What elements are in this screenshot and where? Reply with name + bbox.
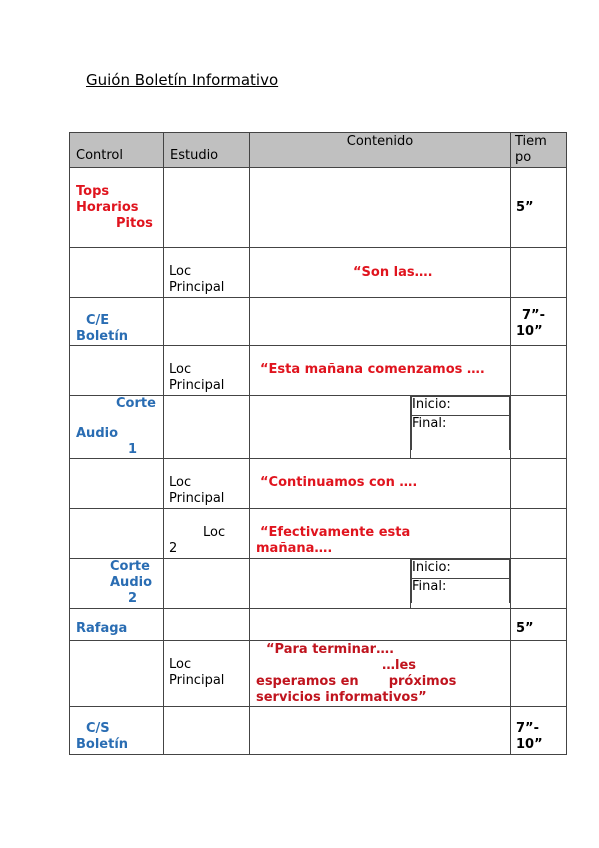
inicio-label: Inicio: bbox=[412, 397, 510, 416]
table-row bbox=[70, 298, 567, 346]
tiempo-cell: 7”- 10” bbox=[511, 298, 567, 346]
tiempo-cell bbox=[511, 459, 567, 509]
inicio-label: Inicio: bbox=[412, 560, 510, 579]
estudio-cell: Loc Principal bbox=[164, 346, 250, 396]
estudio-cell bbox=[164, 396, 250, 459]
control-cell: Tops Horarios Pitos bbox=[70, 168, 164, 248]
contenido-cell bbox=[250, 707, 511, 755]
estudio-cell: Loc Principal bbox=[164, 459, 250, 509]
final-label: Final: bbox=[412, 416, 510, 451]
header-estudio: Estudio bbox=[164, 133, 250, 168]
contenido-cell bbox=[250, 298, 511, 346]
control-cell bbox=[70, 509, 164, 559]
header-tiempo: Tiem po bbox=[511, 133, 567, 168]
contenido-cell bbox=[250, 396, 411, 459]
table-row bbox=[70, 641, 567, 707]
contenido-cell bbox=[250, 559, 411, 609]
script-table bbox=[69, 132, 567, 755]
contenido-cell bbox=[250, 609, 511, 641]
tiempo-cell bbox=[511, 509, 567, 559]
header-control: Control bbox=[70, 133, 164, 168]
contenido-cell: “Esta mañana comenzamos …. bbox=[250, 346, 511, 396]
tiempo-cell: 5” bbox=[511, 609, 567, 641]
estudio-cell: Loc Principal bbox=[164, 641, 250, 707]
table-row bbox=[70, 559, 567, 609]
control-cell: C/E Boletín bbox=[70, 298, 164, 346]
contenido-cell: “Continuamos con …. bbox=[250, 459, 511, 509]
control-cell: Corte Audio 1 bbox=[70, 396, 164, 459]
tiempo-cell bbox=[511, 559, 567, 609]
estudio-cell: Loc 2 bbox=[164, 509, 250, 559]
control-cell bbox=[70, 459, 164, 509]
estudio-cell: Loc Principal bbox=[164, 248, 250, 298]
audio-cue-cell bbox=[411, 396, 511, 459]
table-row bbox=[70, 396, 567, 459]
contenido-cell: “Efectivamente esta mañana…. bbox=[250, 509, 511, 559]
tiempo-cell bbox=[511, 346, 567, 396]
table-row bbox=[70, 248, 567, 298]
table-row bbox=[70, 609, 567, 641]
control-cell bbox=[70, 248, 164, 298]
contenido-cell: “Para terminar…. …les esperamos en próximos servicios informativos” bbox=[250, 641, 511, 707]
control-cell: Rafaga bbox=[70, 609, 164, 641]
estudio-cell bbox=[164, 707, 250, 755]
document-title: Guión Boletín Informativo bbox=[86, 71, 279, 89]
tiempo-cell bbox=[511, 641, 567, 707]
audio-cue-cell bbox=[411, 559, 511, 609]
table-row bbox=[70, 509, 567, 559]
estudio-cell bbox=[164, 168, 250, 248]
tiempo-cell bbox=[511, 248, 567, 298]
estudio-cell bbox=[164, 559, 250, 609]
table-row bbox=[70, 707, 567, 755]
tiempo-cell: 7”- 10” bbox=[511, 707, 567, 755]
tiempo-cell: 5” bbox=[511, 168, 567, 248]
control-cell: Corte Audio 2 bbox=[70, 559, 164, 609]
header-contenido: Contenido bbox=[250, 133, 511, 168]
table-row bbox=[70, 459, 567, 509]
control-cell bbox=[70, 346, 164, 396]
table-row bbox=[70, 346, 567, 396]
contenido-cell bbox=[250, 168, 511, 248]
estudio-cell bbox=[164, 298, 250, 346]
table-header-row bbox=[70, 133, 567, 168]
tiempo-cell bbox=[511, 396, 567, 459]
table-row bbox=[70, 168, 567, 248]
contenido-cell: “Son las…. bbox=[250, 248, 511, 298]
estudio-cell bbox=[164, 609, 250, 641]
final-label: Final: bbox=[412, 579, 510, 604]
control-cell bbox=[70, 641, 164, 707]
control-cell: C/S Boletín bbox=[70, 707, 164, 755]
